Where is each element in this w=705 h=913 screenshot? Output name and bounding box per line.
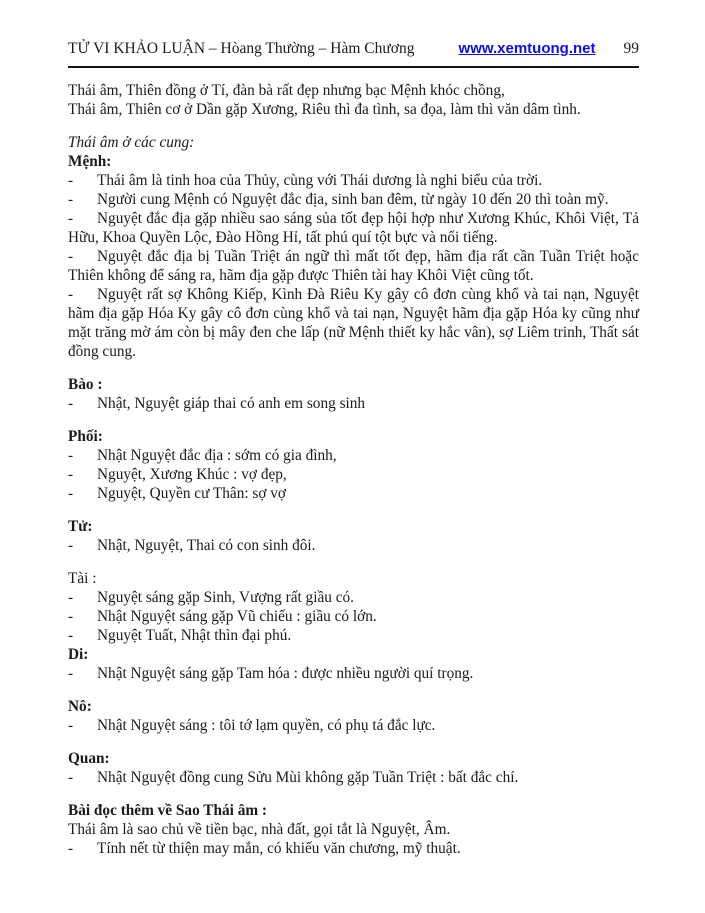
bullet-item	[68, 484, 639, 503]
bullet-item	[68, 285, 639, 361]
section-heading: Bài đọc thêm về Sao Thái âm :	[68, 802, 268, 819]
section-heading: Bào :	[68, 376, 103, 393]
bullet-dash: -	[68, 248, 74, 265]
bullet-item	[68, 839, 639, 858]
bullet-text: Nguyệt rất sợ Không Kiếp, Kình Đà Riêu Ky gây cô đơn cùng khổ và tai nạn, Nguyệt hãm địa gặp Hóa Ky gây cô đơn cùng khổ và tai nạn, Nguyệt hãm địa gặp Hóa ky cũng như mặt trăng mờ ám còn bị mây đen che lấp (nữ Mệnh thiết ky hắc vân), sợ Liêm trinh, Thất sát đồng cung.	[68, 286, 639, 360]
bullet-text: Nguyệt, Quyền cư Thân: sợ vợ	[97, 485, 287, 502]
page-number: 99	[623, 40, 639, 57]
page-header	[68, 40, 639, 58]
bullet-item	[68, 171, 639, 190]
bullet-dash: -	[68, 840, 74, 857]
header-rule	[68, 66, 639, 68]
section-heading: Quan:	[68, 750, 110, 767]
bullet-dash: -	[68, 172, 74, 189]
section-no	[68, 697, 639, 735]
document-body	[68, 81, 639, 858]
bullet-item	[68, 536, 639, 555]
bullet-item	[68, 664, 639, 683]
bullet-dash: -	[68, 589, 74, 606]
bullet-text: Người cung Mệnh có Nguyệt đắc địa, sinh ban đêm, từ ngày 10 đến 20 thì toàn mỹ.	[97, 191, 609, 208]
bullet-text: Nhật Nguyệt sáng : tôi tớ lạm quyền, có phụ tá đắc lực.	[97, 717, 436, 734]
section-heading: Mệnh:	[68, 153, 112, 170]
bullet-item	[68, 247, 639, 285]
bullet-text: Nhật Nguyệt đồng cung Sửu Mùi không gặp Tuần Triệt : bất đắc chí.	[97, 769, 519, 786]
section-bao	[68, 375, 639, 413]
bullet-text: Nguyệt, Xương Khúc : vợ đẹp,	[97, 466, 287, 483]
intro-line: Thái âm, Thiên đồng ở Tí, đàn bà rất đẹp nhưng bạc Mệnh khóc chồng,	[68, 82, 505, 99]
header-title: TỬ VI KHẢO LUẬN – Hòang Thường – Hàm Chương	[68, 40, 415, 57]
section-heading: Di:	[68, 646, 89, 663]
bullet-dash: -	[68, 191, 74, 208]
section-menh	[68, 152, 639, 361]
bullet-item	[68, 209, 639, 247]
bullet-item	[68, 190, 639, 209]
bullet-dash: -	[68, 769, 74, 786]
bullet-item	[68, 768, 639, 787]
bullet-text: Nhật Nguyệt đắc địa : sớm có gia đình,	[97, 447, 337, 464]
bullet-item	[68, 465, 639, 484]
bullet-text: Thái âm là tinh hoa của Thủy, cùng với Thái dương là nghi biểu của trời.	[97, 172, 543, 189]
section-tu	[68, 517, 639, 555]
section-subtitle: Thái âm ở các cung:	[68, 134, 195, 151]
bullet-dash: -	[68, 286, 74, 303]
bullet-text: Nguyệt Tuất, Nhật thìn đại phú.	[97, 627, 292, 644]
bullet-dash: -	[68, 627, 74, 644]
bullet-item	[68, 607, 639, 626]
bullet-text: Nhật Nguyệt sáng gặp Vũ chiếu : giầu có lớn.	[97, 608, 377, 625]
bullet-item	[68, 626, 639, 645]
section-heading: Phối:	[68, 428, 103, 445]
section-lead: Thái âm là sao chủ về tiền bạc, nhà đất, gọi tắt là Nguyệt, Âm.	[68, 821, 451, 838]
bullet-text: Nguyệt sáng gặp Sinh, Vượng rất giầu có.	[97, 589, 354, 606]
bullet-dash: -	[68, 466, 74, 483]
bullet-text: Nhật Nguyệt sáng gặp Tam hóa : được nhiều người quí trọng.	[97, 665, 474, 682]
section-tai	[68, 569, 639, 645]
section-heading: Tử:	[68, 518, 93, 535]
website-link[interactable]: www.xemtuong.net	[458, 40, 596, 57]
page-content	[68, 40, 639, 858]
section-quan	[68, 749, 639, 787]
section-heading: Tài :	[68, 570, 97, 587]
bullet-item	[68, 446, 639, 465]
section-heading: Nô:	[68, 698, 92, 715]
bullet-text: Tính nết từ thiện may mắn, có khiếu văn chương, mỹ thuật.	[97, 840, 461, 857]
section-phoi	[68, 427, 639, 503]
bullet-dash: -	[68, 717, 74, 734]
bullet-dash: -	[68, 210, 74, 227]
bullet-dash: -	[68, 395, 74, 412]
bullet-item	[68, 394, 639, 413]
bullet-dash: -	[68, 537, 74, 554]
bullet-dash: -	[68, 447, 74, 464]
bullet-text: Nhật, Nguyệt, Thai có con sinh đôi.	[97, 537, 316, 554]
bullet-dash: -	[68, 608, 74, 625]
bullet-item	[68, 588, 639, 607]
section-di	[68, 645, 639, 683]
bullet-text: Nguyệt đắc địa bị Tuần Triệt án ngữ thì mất tốt đẹp, hãm địa rất cần Tuần Triệt hoặc Thiên không để sáng ra, hãm địa gặp được Thiên tài hay Khôi Việt cũng tốt.	[68, 248, 639, 284]
bullet-dash: -	[68, 665, 74, 682]
sections-container	[68, 152, 639, 858]
section-bai-doc-them	[68, 801, 639, 858]
bullet-text: Nhật, Nguyệt giáp thai có anh em song sinh	[97, 395, 366, 412]
intro-line: Thái âm, Thiên cơ ở Dần gặp Xương, Riêu thì đa tình, sa đọa, làm thì văn dâm tình.	[68, 101, 581, 118]
bullet-item	[68, 716, 639, 735]
bullet-text: Nguyệt đắc địa gặp nhiều sao sáng sủa tốt đẹp hội hợp như Xương Khúc, Khôi Việt, Tả Hữu, Khoa Quyền Lộc, Đào Hồng Hỉ, tất phú quí tột bực và nổi tiếng.	[68, 210, 639, 246]
bullet-dash: -	[68, 485, 74, 502]
